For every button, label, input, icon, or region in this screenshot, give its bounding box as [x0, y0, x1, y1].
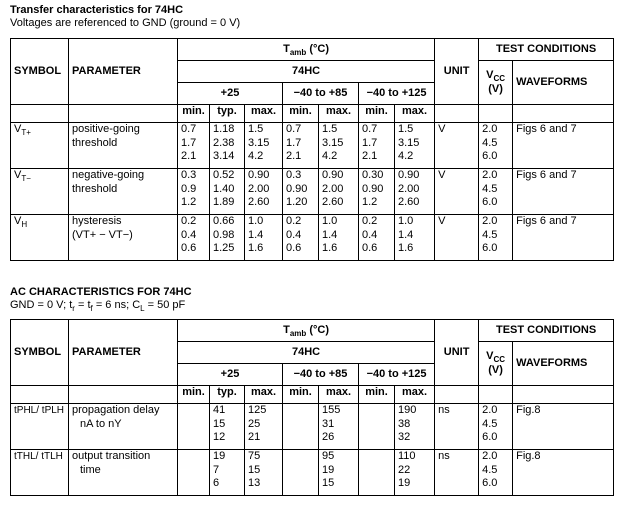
max-header: max. [395, 386, 435, 404]
test-conditions-header: TEST CONDITIONS [479, 320, 614, 342]
value-cell-min85 [283, 450, 319, 496]
waveforms-cell: Figs 6 and 7 [513, 123, 614, 169]
value-cell-min125 [359, 404, 395, 450]
blank-cell [513, 386, 614, 404]
test-conditions-header: TEST CONDITIONS [479, 39, 614, 61]
value-cell-min25: 0.3 0.9 1.2 [178, 169, 210, 215]
symbol-cell: $V_{T+}$ [11, 123, 69, 169]
range-125-header: −40 to +125 [359, 364, 435, 386]
unit-cell: V [435, 215, 479, 261]
value-cell-max125: 1.0 1.4 1.6 [395, 215, 435, 261]
table-row [11, 123, 614, 169]
waveforms-header: WAVEFORMS [513, 342, 614, 386]
value-cell-max85: 155 31 26 [319, 404, 359, 450]
blank-cell [69, 386, 178, 404]
parameter-cell: hysteresis (VT+ − VT−) [69, 215, 178, 261]
symbol-cell: tTHL/ tTLH [11, 450, 69, 496]
value-cell-min85: 0.7 1.7 2.1 [283, 123, 319, 169]
min-header: min. [283, 386, 319, 404]
max-header: max. [395, 105, 435, 123]
value-cell-min85: 0.2 0.4 0.6 [283, 215, 319, 261]
value-cell-min125: 0.7 1.7 2.1 [359, 123, 395, 169]
range-85-header: −40 to +85 [283, 83, 359, 105]
unit-header: UNIT [435, 39, 479, 105]
vcc-cell: 2.0 4.5 6.0 [479, 169, 513, 215]
value-cell-max125: 1.5 3.15 4.2 [395, 123, 435, 169]
min-header: min. [359, 105, 395, 123]
symbol-cell: $V_{T-}$ [11, 169, 69, 215]
blank-cell [11, 386, 69, 404]
transfer-subtitle: Voltages are referenced to GND (ground = 0 V) [10, 17, 241, 29]
min-header: min. [178, 386, 210, 404]
waveforms-cell: Figs 6 and 7 [513, 215, 614, 261]
value-cell-max25: 0.90 2.00 2.60 [245, 169, 283, 215]
parameter-cell: negative-going threshold [69, 169, 178, 215]
blank-cell [435, 105, 479, 123]
table-row [11, 404, 614, 450]
value-cell-min85: 0.3 0.90 1.20 [283, 169, 319, 215]
value-cell-max25: 1.0 1.4 1.6 [245, 215, 283, 261]
min-header: min. [359, 386, 395, 404]
vcc-cell: 2.0 4.5 6.0 [479, 123, 513, 169]
value-cell-min25: 0.2 0.4 0.6 [178, 215, 210, 261]
range-85-header: −40 to +85 [283, 364, 359, 386]
vcc-header: $V_{CC}$ (V) [479, 61, 513, 105]
value-cell-max125: 0.90 2.00 2.60 [395, 169, 435, 215]
vcc-cell: 2.0 4.5 6.0 [479, 450, 513, 496]
min-header: min. [283, 105, 319, 123]
parameter-header: PARAMETER [69, 39, 178, 105]
value-cell-max25: 1.5 3.15 4.2 [245, 123, 283, 169]
family-header: 74HC [178, 342, 435, 364]
transfer-title: Transfer characteristics for 74HC [10, 4, 184, 16]
waveforms-header: WAVEFORMS [513, 61, 614, 105]
tamb-header: $T_{amb}$ (°C) [178, 320, 435, 342]
value-cell-typ25: 1.18 2.38 3.14 [210, 123, 245, 169]
value-cell-max85: 0.90 2.00 2.60 [319, 169, 359, 215]
blank-cell [435, 386, 479, 404]
max-header: max. [319, 105, 359, 123]
value-cell-min85 [283, 404, 319, 450]
symbol-cell: $V_H$ [11, 215, 69, 261]
symbol-header: SYMBOL [11, 320, 69, 386]
vcc-cell: 2.0 4.5 6.0 [479, 215, 513, 261]
max-header: max. [245, 105, 283, 123]
value-cell-min25 [178, 450, 210, 496]
unit-cell: V [435, 123, 479, 169]
value-cell-min25: 0.7 1.7 2.1 [178, 123, 210, 169]
value-cell-typ25: 41 15 12 [210, 404, 245, 450]
parameter-cell: output transition time [69, 450, 178, 496]
table-row [11, 215, 614, 261]
unit-cell: ns [435, 404, 479, 450]
blank-cell [513, 105, 614, 123]
value-cell-typ25: 0.52 1.40 1.89 [210, 169, 245, 215]
min-header: min. [178, 105, 210, 123]
table-row [11, 169, 614, 215]
vcc-header: $V_{CC}$ (V) [479, 342, 513, 386]
symbol-header: SYMBOL [11, 39, 69, 105]
transfer-table [10, 38, 614, 261]
value-cell-min125 [359, 450, 395, 496]
blank-cell [11, 105, 69, 123]
value-cell-min25 [178, 404, 210, 450]
waveforms-cell: Fig.8 [513, 450, 614, 496]
blank-cell [479, 105, 513, 123]
value-cell-max85: 95 19 15 [319, 450, 359, 496]
value-cell-typ25: 19 7 6 [210, 450, 245, 496]
parameter-cell: propagation delay nA to nY [69, 404, 178, 450]
ac-subtitle: GND = 0 V; $t_r = t_f = 6$ ns; $C_L = 50$ pF [10, 299, 186, 314]
blank-cell [69, 105, 178, 123]
range-25-header: +25 [178, 83, 283, 105]
value-cell-min125: 0.2 0.4 0.6 [359, 215, 395, 261]
waveforms-cell: Figs 6 and 7 [513, 169, 614, 215]
value-cell-max125: 190 38 32 [395, 404, 435, 450]
value-cell-max125: 110 22 19 [395, 450, 435, 496]
table-row [11, 450, 614, 496]
range-25-header: +25 [178, 364, 283, 386]
unit-header: UNIT [435, 320, 479, 386]
unit-cell: V [435, 169, 479, 215]
family-header: 74HC [178, 61, 435, 83]
max-header: max. [245, 386, 283, 404]
value-cell-max25: 125 25 21 [245, 404, 283, 450]
ac-title: AC CHARACTERISTICS FOR 74HC [10, 286, 192, 298]
parameter-header: PARAMETER [69, 320, 178, 386]
tamb-header: $T_{amb}$ (°C) [178, 39, 435, 61]
value-cell-max25: 75 15 13 [245, 450, 283, 496]
value-cell-max85: 1.5 3.15 4.2 [319, 123, 359, 169]
max-header: max. [319, 386, 359, 404]
symbol-cell: tPHL/ tPLH [11, 404, 69, 450]
value-cell-min125: 0.30 0.90 1.2 [359, 169, 395, 215]
unit-cell: ns [435, 450, 479, 496]
typ-header: typ. [210, 105, 245, 123]
value-cell-max85: 1.0 1.4 1.6 [319, 215, 359, 261]
waveforms-cell: Fig.8 [513, 404, 614, 450]
value-cell-typ25: 0.66 0.98 1.25 [210, 215, 245, 261]
blank-cell [479, 386, 513, 404]
typ-header: typ. [210, 386, 245, 404]
vcc-cell: 2.0 4.5 6.0 [479, 404, 513, 450]
range-125-header: −40 to +125 [359, 83, 435, 105]
parameter-cell: positive-going threshold [69, 123, 178, 169]
ac-table [10, 319, 614, 496]
